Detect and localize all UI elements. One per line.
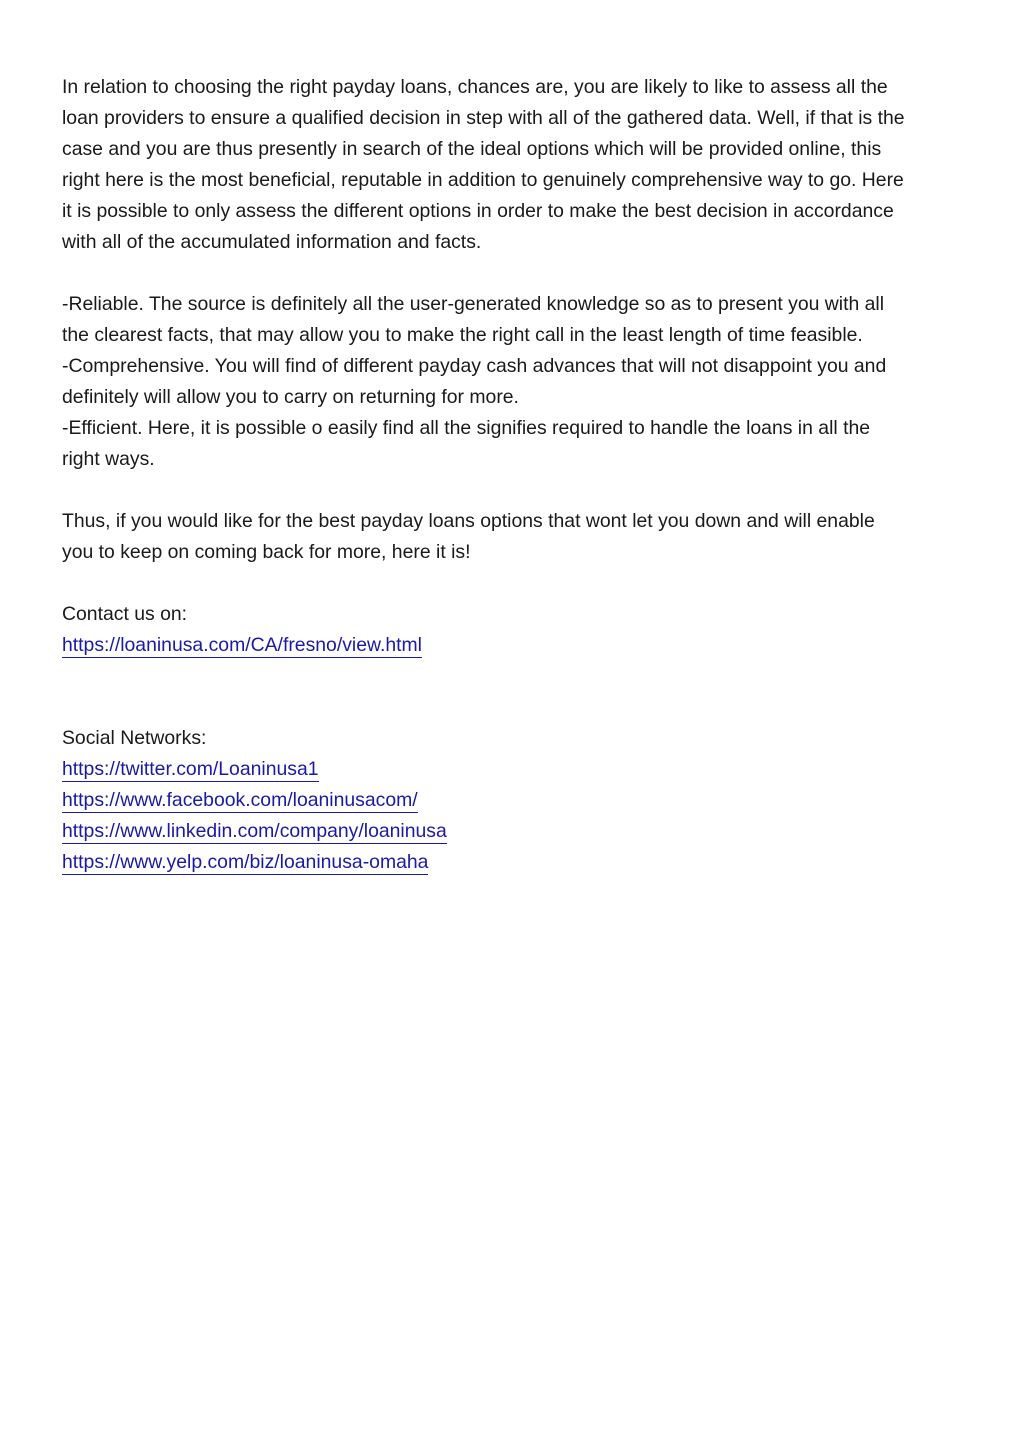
social-link-row	[62, 754, 967, 785]
conclusion-line: Thus, if you would like for the best payday loans options that wont let you down and will enable	[62, 510, 875, 532]
spacer	[62, 692, 967, 723]
social-section	[62, 723, 967, 878]
intro-line: loan providers to ensure a qualified decision in step with all of the gathered data. Well, if that is the	[62, 107, 905, 129]
feature-line: the clearest facts, that may allow you to make the right call in the least length of time feasible.	[62, 324, 863, 346]
social-link-row	[62, 785, 967, 816]
contact-link[interactable]: https://loaninusa.com/CA/fresno/view.html	[62, 634, 422, 656]
contact-link-row	[62, 630, 967, 661]
intro-paragraph	[62, 72, 967, 258]
conclusion-line: you to keep on coming back for more, here it is!	[62, 541, 471, 563]
contact-heading: Contact us on:	[62, 603, 188, 625]
feature-line: definitely will allow you to carry on returning for more.	[62, 386, 519, 408]
social-link-row	[62, 847, 967, 878]
social-link-row	[62, 816, 967, 847]
yelp-link[interactable]: https://www.yelp.com/biz/loaninusa-omaha	[62, 851, 429, 873]
intro-line: right here is the most beneficial, reputable in addition to genuinely comprehensive way to go. Here	[62, 169, 904, 191]
linkedin-link[interactable]: https://www.linkedin.com/company/loaninusa	[62, 820, 447, 842]
conclusion-paragraph	[62, 506, 967, 568]
features-paragraph	[62, 289, 967, 475]
document-page	[62, 72, 967, 878]
facebook-link[interactable]: https://www.facebook.com/loaninusacom/	[62, 789, 418, 811]
intro-line: with all of the accumulated information and facts.	[62, 231, 482, 253]
twitter-link[interactable]: https://twitter.com/Loaninusa1	[62, 758, 319, 780]
social-heading: Social Networks:	[62, 727, 207, 749]
contact-section	[62, 599, 967, 661]
feature-line: -Efficient. Here, it is possible o easily find all the signifies required to handle the loans in all the	[62, 417, 871, 439]
spacer	[62, 661, 967, 692]
feature-line: -Reliable. The source is definitely all the user-generated knowledge so as to present you with all	[62, 293, 885, 315]
intro-line: In relation to choosing the right payday loans, chances are, you are likely to like to assess all the	[62, 76, 888, 98]
intro-line: case and you are thus presently in search of the ideal options which will be provided online, this	[62, 138, 882, 160]
feature-line: -Comprehensive. You will find of different payday cash advances that will not disappoint you and	[62, 355, 887, 377]
feature-line: right ways.	[62, 448, 155, 470]
intro-line: it is possible to only assess the different options in order to make the best decision in accordance	[62, 200, 894, 222]
